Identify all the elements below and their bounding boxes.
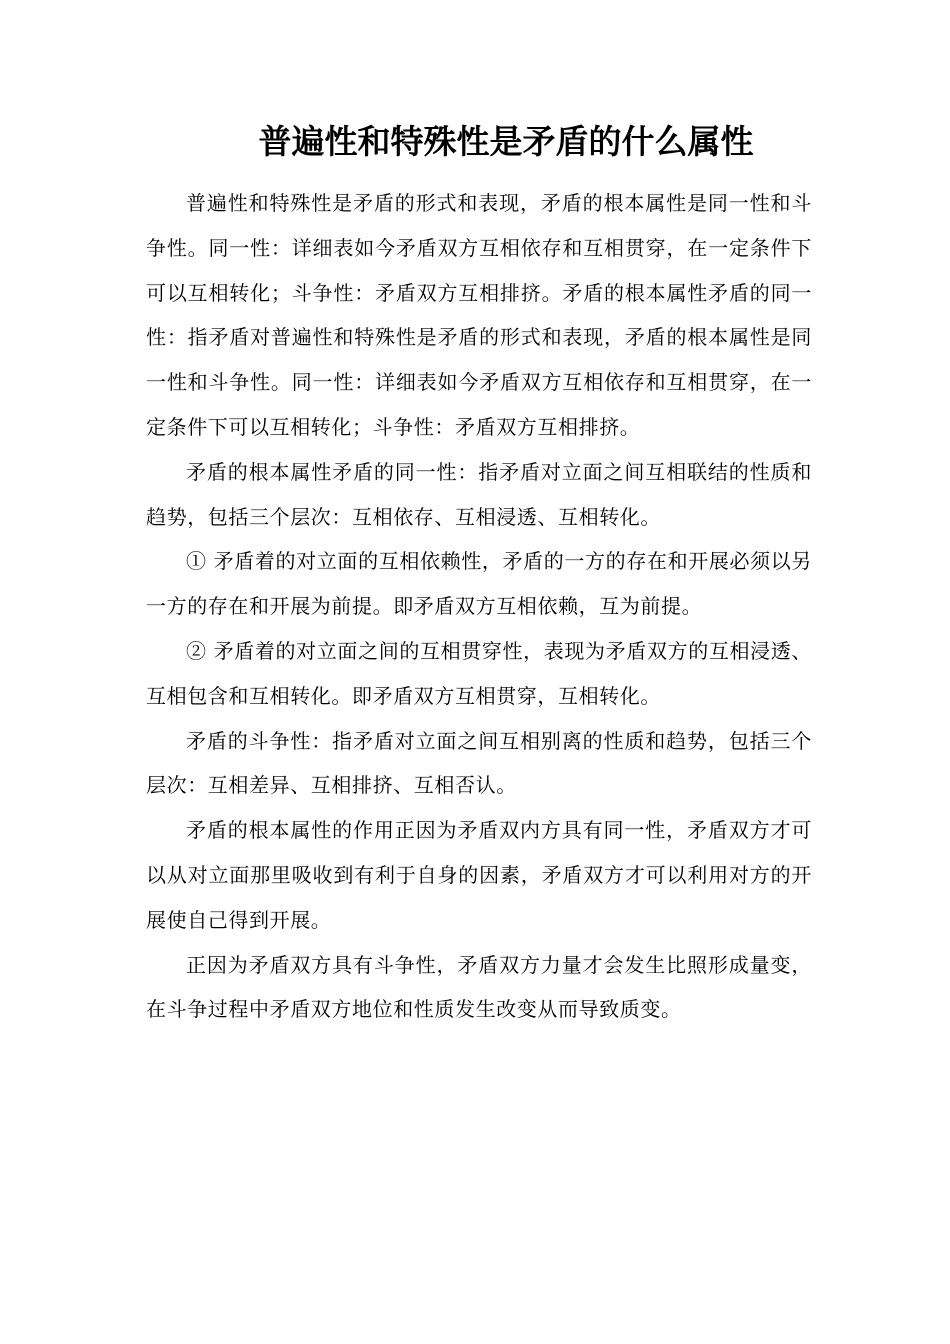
- document-body: [146, 181, 812, 1032]
- paragraph-5: 矛盾的斗争性：指矛盾对立面之间互相别离的性质和趋势，包括三个层次：互相差异、互相排挤、互相否认。: [146, 728, 812, 798]
- paragraph-2: 矛盾的根本属性矛盾的同一性：指矛盾对立面之间互相联结的性质和趋势，包括三个层次：互相依存、互相浸透、互相转化。: [146, 459, 812, 529]
- paragraph-7: 正因为矛盾双方具有斗争性，矛盾双方力量才会发生比照形成量变，在斗争过程中矛盾双方地位和性质发生改变从而导致质变。: [146, 952, 812, 1022]
- paragraph-3: ① 矛盾着的对立面的互相依赖性，矛盾的一方的存在和开展必须以另一方的存在和开展为前提。即矛盾双方互相依赖，互为前提。: [146, 549, 812, 619]
- paragraph-4: ② 矛盾着的对立面之间的互相贯穿性，表现为矛盾双方的互相浸透、互相包含和互相转化。即矛盾双方互相贯穿，互相转化。: [146, 638, 812, 708]
- document-title: 普遍性和特殊性是矛盾的什么属性: [258, 122, 754, 161]
- paragraph-6: 矛盾的根本属性的作用正因为矛盾双内方具有同一性，矛盾双方才可以从对立面那里吸收到有利于自身的因素，矛盾双方才可以利用对方的开展使自己得到开展。: [146, 818, 812, 932]
- paragraph-1: 普遍性和特殊性是矛盾的形式和表现，矛盾的根本属性是同一性和斗争性。同一性：详细表如今矛盾双方互相依存和互相贯穿，在一定条件下可以互相转化；斗争性：矛盾双方互相排挤。矛盾的根本属性矛盾的同一性：指矛盾对普遍性和特殊性是矛盾的形式和表现，矛盾的根本属性是同一性和斗争性。同一性：详细表如今矛盾双方互相依存和互相贯穿，在一定条件下可以互相转化；斗争性：矛盾双方互相排挤。: [146, 191, 812, 439]
